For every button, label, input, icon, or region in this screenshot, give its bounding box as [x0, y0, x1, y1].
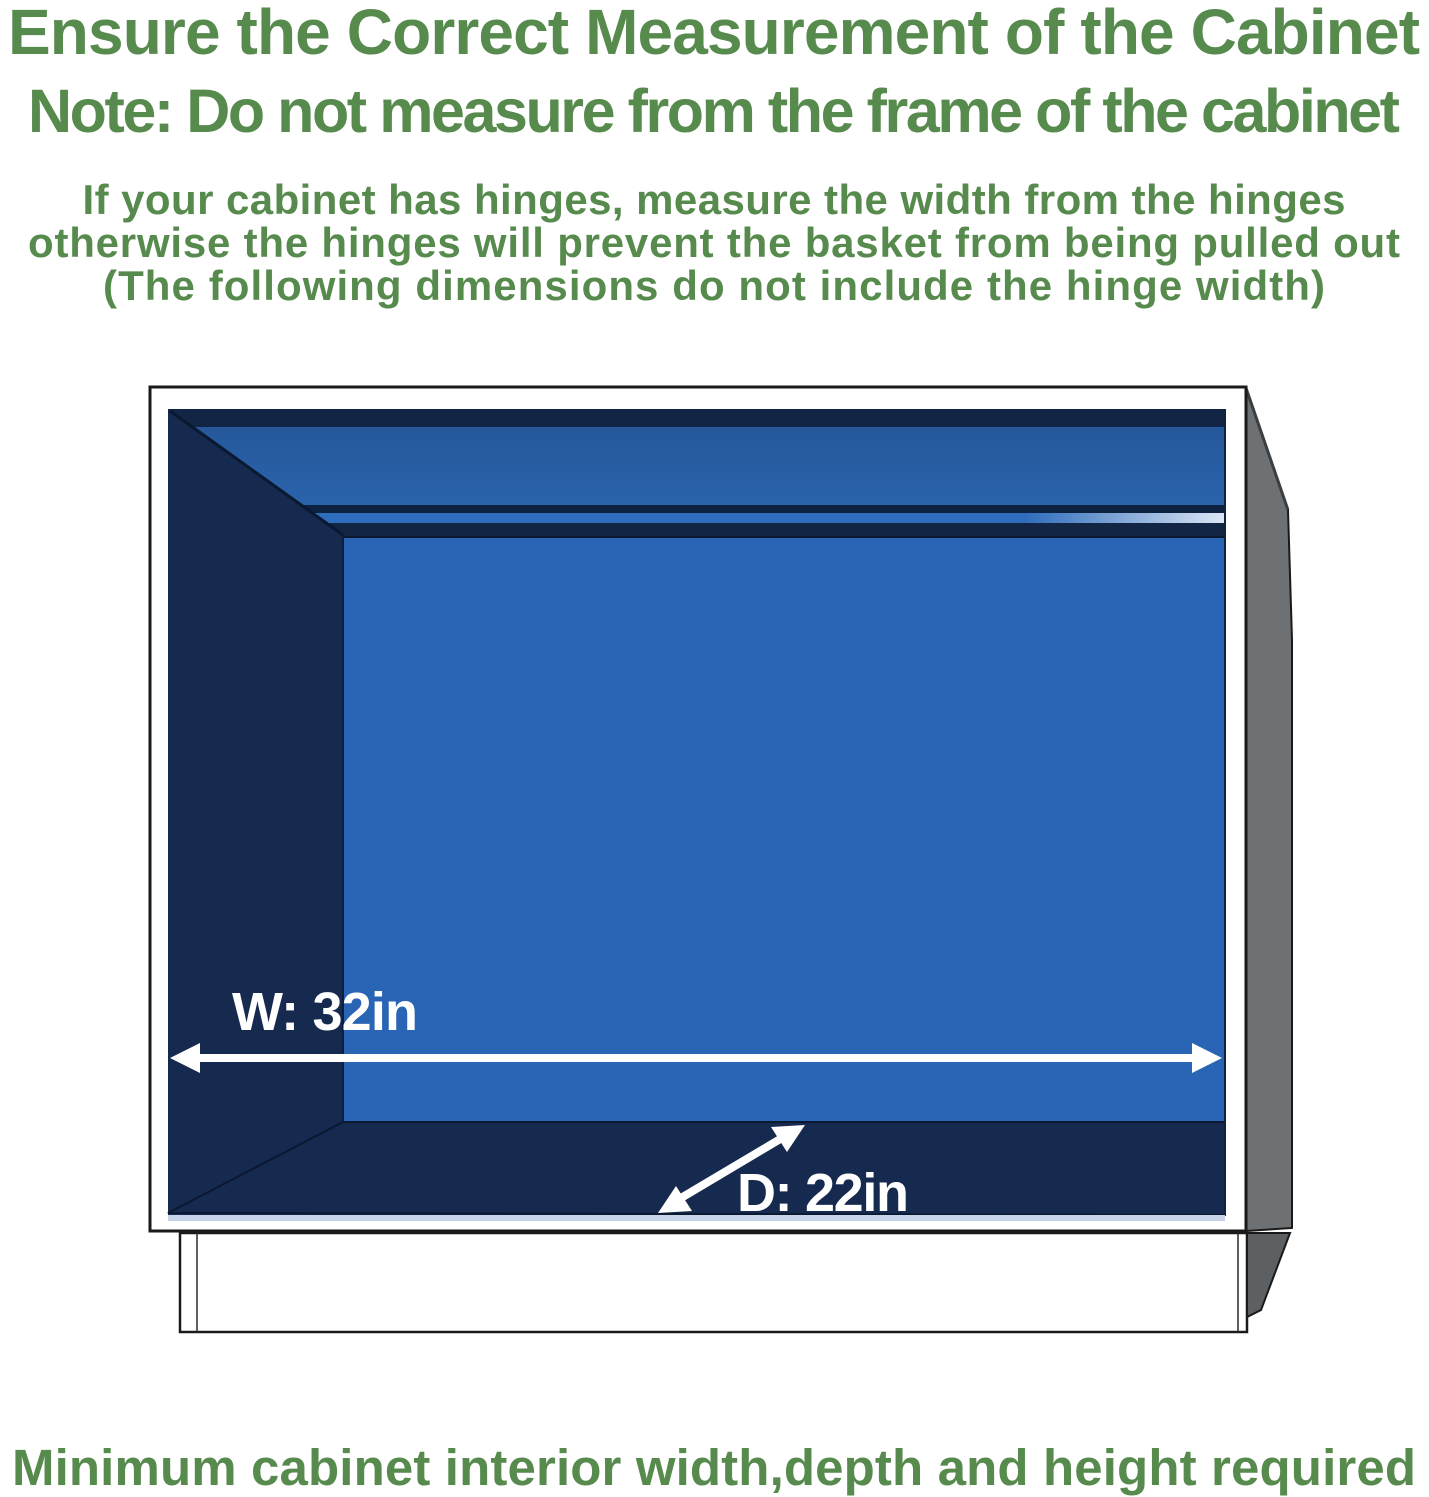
page-title: Ensure the Correct Measurement of the Cabinet — [8, 0, 1420, 68]
body-line-2: otherwise the hinges will prevent the basket from being pulled out — [28, 219, 1400, 266]
back-panel-top-edge-highlight — [312, 513, 1225, 523]
cabinet-illustration — [150, 387, 1292, 1332]
cabinet-side-panel — [1246, 388, 1292, 1231]
note-subtitle: Note: Do not measure from the frame of the cabinet — [28, 77, 1400, 145]
base-front-face — [180, 1233, 1247, 1332]
ceiling-seam-line — [301, 505, 1225, 513]
floor-front-highlight — [168, 1215, 1225, 1221]
width-label: W: 32in — [232, 982, 418, 1042]
depth-label: D: 22in — [737, 1163, 909, 1223]
cabinet-back-panel — [343, 537, 1225, 1122]
body-line-3: (The following dimensions do not include the hinge width) — [103, 262, 1325, 309]
cabinet-floor — [168, 1122, 1225, 1215]
cabinet-top-rail — [326, 523, 1225, 537]
cabinet-top-stretcher — [170, 409, 1225, 427]
cabinet-base — [180, 1233, 1290, 1332]
body-line-1: If your cabinet has hinges, measure the width from the hinges — [82, 176, 1346, 223]
cabinet-ceiling — [192, 427, 1225, 505]
frame-bottom-band — [168, 1221, 1225, 1230]
footer-caption: Minimum cabinet interior width,depth and height required — [12, 1439, 1416, 1496]
